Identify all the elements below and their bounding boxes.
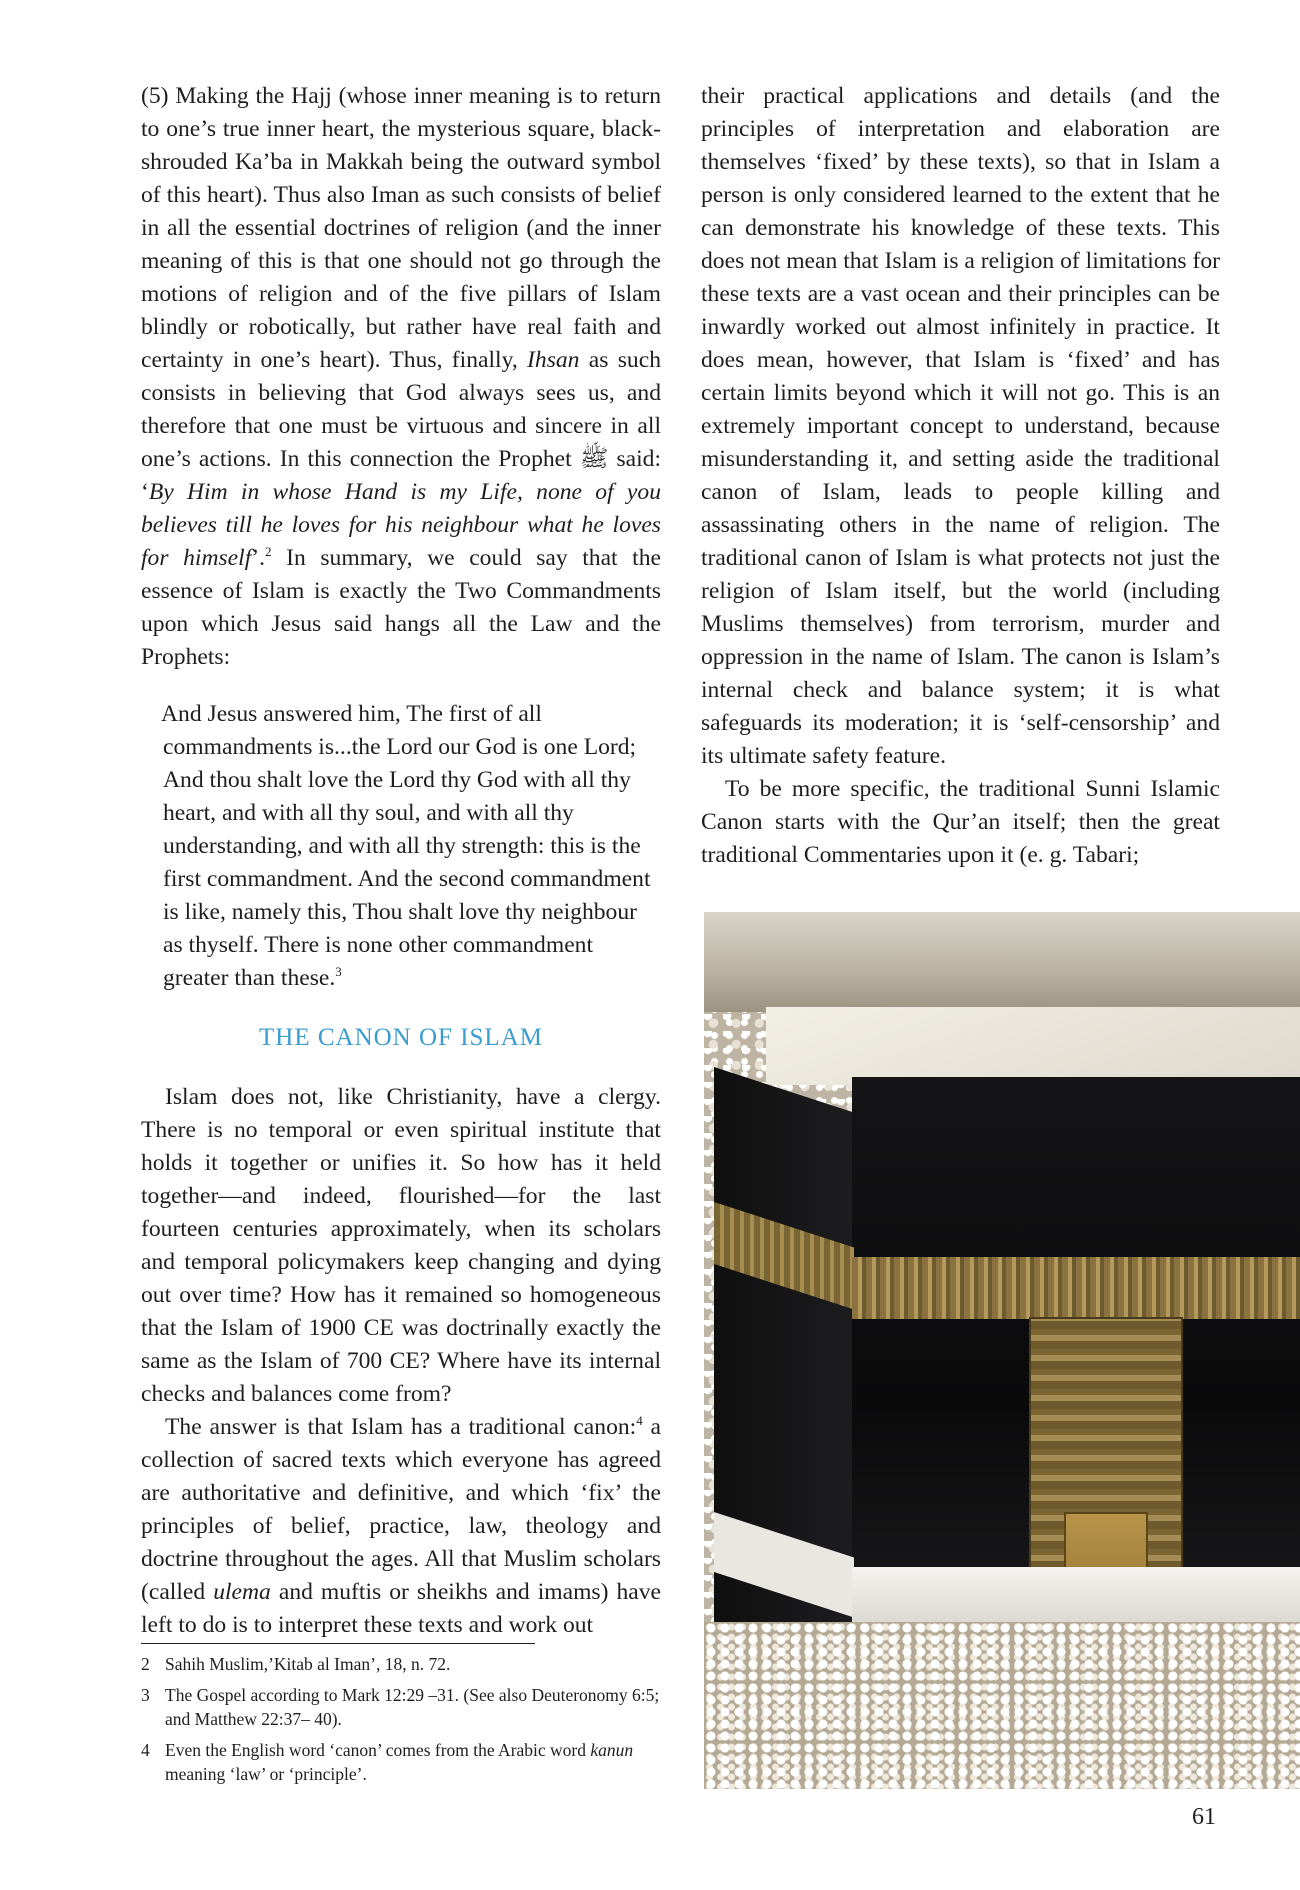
footnote — [141, 1738, 681, 1786]
left-column — [141, 80, 661, 1642]
text-run: In summary, we could say that the essence of Islam is exactly the Two Commandments upon which Jesus said hangs all the Law and the Prophets: — [141, 545, 662, 670]
footnote — [141, 1652, 681, 1676]
hadith-quote: By Him in whose Hand is my Life, none of you believes till he loves for his neighbour what he loves for himself — [141, 479, 661, 571]
paragraph-applications: their practical applications and details (and the principles of interpretation and elaboration are themselves ‘fixed’ by these texts), so that in Islam a person is only considered learned to the extent that he can demonstrate his knowledge of these texts. This does not mean that Islam is a religion of limitations for these texts are a vast ocean and their principles can be inwardly worked out almost infinitely in practice. It does mean, however, that Islam is ‘fixed’ and has certain limits beyond which it will not go. This is an extremely important concept to understand, because misunderstanding it, and setting aside the traditional canon of Islam, leads to people killing and assassinating others in the name of religion. The traditional canon of Islam is what protects not just the religion of Islam itself, but the world (including Muslims themselves) from terrorism, murder and oppression in the name of Islam. The canon is Islam’s internal check and balance system; it is what safeguards its moderation; it is ‘self-censorship’ and its ultimate safety feature. — [701, 83, 1220, 769]
kiswa-band — [852, 1257, 1300, 1319]
footnotes — [141, 1652, 681, 1793]
footnote-ref-4[interactable]: 4 — [636, 1413, 643, 1429]
footnote-text: Sahih Muslim,’Kitab al Iman’, 18, n. 72. — [165, 1654, 451, 1674]
footnote — [141, 1683, 681, 1731]
upper-crowd — [704, 912, 1300, 1012]
pilgrim-crowd — [704, 1622, 1300, 1789]
kaaba-photo — [704, 912, 1300, 1789]
footnote-ref-2[interactable]: 2 — [265, 544, 272, 560]
footnote-divider — [141, 1643, 535, 1644]
footnote-number: 2 — [141, 1654, 150, 1674]
gospel-blockquote — [163, 698, 661, 995]
page-number: 61 — [1192, 1804, 1216, 1830]
text-run: as such consists in believing that God always sees us, and therefore that one must be virtuous and sincere in all one’s actions. In this connection the Prophet ﷺ said: ‘ — [141, 347, 662, 505]
right-column — [701, 80, 1220, 872]
text-run: meaning ‘law’ or ‘principle’. — [165, 1764, 367, 1784]
paragraph-canon — [141, 1411, 661, 1642]
paragraph-sunni-canon: To be more specific, the traditional Sunni Islamic Canon starts with the Qur’an itself; then the great traditional Commentaries upon it (e. g. Tabari; — [701, 776, 1220, 868]
footnote-number: 4 — [141, 1740, 150, 1760]
section-heading: THE CANON OF ISLAM — [259, 1024, 543, 1051]
blockquote-text: And Jesus answered him, The first of all commandments is...the Lord our God is one Lord; And thou shalt love the Lord thy God with all thy heart, and with all thy soul, and with all thy understanding, and with all thy strength: this is the first commandment. And the second commandment is like, namely this, Thou shalt love thy neighbour as thyself. There is none other commandment greater than these. — [161, 701, 651, 991]
ulema-term: ulema — [213, 1579, 271, 1605]
kaaba-side-wall — [714, 1067, 854, 1712]
paragraph-clergy: Islam does not, like Christianity, have a clergy. There is no temporal or even spiritual institute that holds it together or unifies it. So how has it held together—and indeed, flourished—for the last fourteen centuries approximately, when its scholars and temporal policymakers keep changing and dying out over time? How has it remained so homogeneous that the Islam of 1900 CE was doctrinally exactly the same as the Islam of 700 CE? Where have its internal checks and balances come from? — [141, 1084, 661, 1407]
text-run: The answer is that Islam has a traditional canon: — [165, 1414, 637, 1440]
footnote-text — [165, 1738, 681, 1786]
footnote-text: The Gospel according to Mark 12:29 –31. (See also Deuteronomy 6:5; and Matthew 22:37– 40). — [165, 1685, 660, 1729]
text-run: (5) Making the Hajj (whose inner meaning is to return to one’s true inner heart, the mysterious square, black-shrouded Ka’ba in Makkah being the outward symbol of this heart). Thus also Iman as such consists of belief in all the essential doctrines of religion (and the inner meaning of this is that one should not go through the motions of religion and of the five pillars of Islam blindly or robotically, but rather have real faith and certainty in one’s heart). Thus, finally, — [141, 83, 661, 373]
kaaba-roof — [766, 1007, 1300, 1085]
footnote-number: 3 — [141, 1685, 150, 1705]
text-run: and muftis or sheikhs and imams) have left to do is to interpret these texts and work out — [141, 1579, 661, 1638]
paragraph-hajj — [141, 80, 661, 674]
text-run: Even the English word ‘canon’ comes from the Arabic word — [165, 1740, 591, 1760]
text-run: ’. — [251, 545, 266, 571]
kaaba-base — [852, 1567, 1300, 1627]
kanun-term: kanun — [590, 1740, 634, 1760]
text-run: a collection of sacred texts which everyone has agreed are authoritative and definitive, and which ‘fix’ the principles of belief, practice, law, theology and doctrine throughout the ages. All that Muslim scholars (called — [141, 1414, 662, 1605]
ihsan-term: Ihsan — [527, 347, 580, 373]
footnote-ref-3[interactable]: 3 — [335, 964, 342, 980]
